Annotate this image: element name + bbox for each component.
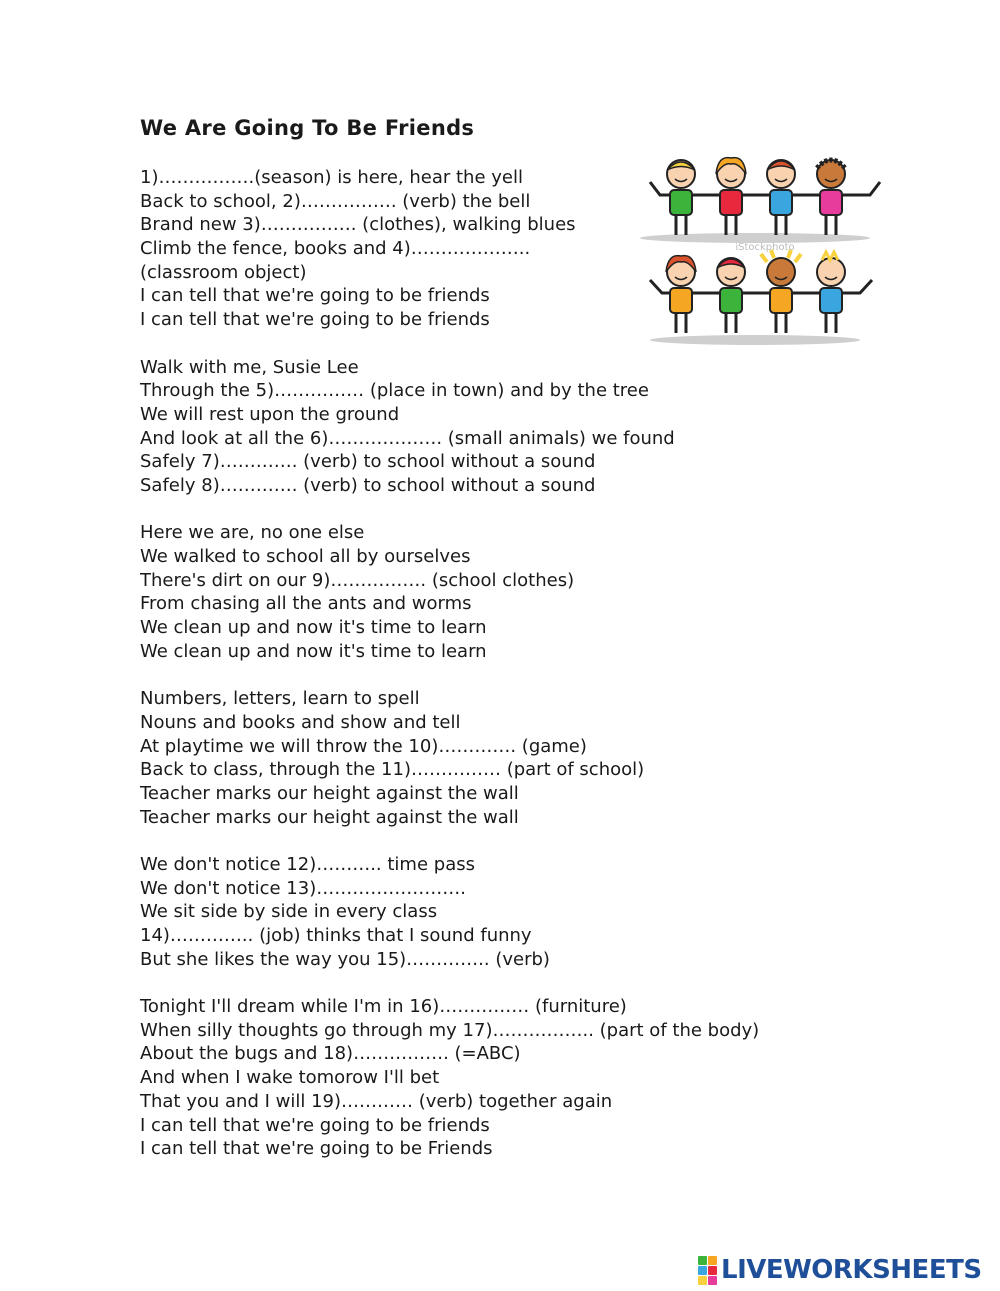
lyric-line: When silly thoughts go through my 17)…………….. (part of the body) bbox=[140, 1019, 760, 1041]
lyric-line: Back to school, 2)……………. (verb) the bell bbox=[140, 190, 531, 212]
watermark: iStockphoto bbox=[735, 242, 795, 253]
stanza-gap bbox=[140, 829, 860, 853]
brand-name: LIVEWORKSHEETS bbox=[721, 1255, 982, 1285]
lyric-line: Tonight I'll dream while I'm in 16)…………… (furniture) bbox=[140, 996, 627, 1018]
lyric-line: Nouns and books and show and tell bbox=[140, 711, 461, 733]
lyric-line: We clean up and now it's time to learn bbox=[140, 640, 487, 662]
child-6 bbox=[717, 258, 745, 333]
lyric-line: Through the 5)…………… (place in town) and by the tree bbox=[140, 380, 649, 402]
lyric-line: 14)………….. (job) thinks that I sound funny bbox=[140, 925, 532, 946]
lyric-line: We clean up and now it's time to learn bbox=[140, 617, 487, 639]
lyric-line: (classroom object) bbox=[140, 261, 307, 283]
child-1 bbox=[667, 160, 695, 235]
lyric-line: Numbers, letters, learn to spell bbox=[140, 688, 420, 710]
stanza-gap bbox=[140, 498, 860, 522]
lyric-line: Safely 7)…………. (verb) to school without a sound bbox=[140, 451, 596, 473]
lyric-line: Here we are, no one else bbox=[140, 522, 365, 544]
children-holding-hands-illustration bbox=[640, 150, 890, 350]
lyric-line: I can tell that we're going to be friends bbox=[140, 285, 490, 307]
lyric-line: Brand new 3)……………. (clothes), walking blues bbox=[140, 214, 576, 236]
logo-blocks-icon bbox=[698, 1256, 717, 1285]
lyric-line: We don't notice 12)……….. time pass bbox=[140, 853, 475, 875]
lyric-line: At playtime we will throw the 10)…………. (game) bbox=[140, 735, 587, 757]
lyric-line: We walked to school all by ourselves bbox=[140, 546, 471, 567]
lyric-line: We sit side by side in every class bbox=[140, 901, 438, 923]
lyric-line: I can tell that we're going to be Friends bbox=[140, 1138, 493, 1160]
lyric-line: Safely 8)…………. (verb) to school without a sound bbox=[140, 474, 596, 496]
child-8 bbox=[817, 252, 845, 333]
liveworksheets-logo[interactable] bbox=[698, 1252, 982, 1288]
lyric-line: There's dirt on our 9)……………. (school clothes) bbox=[140, 569, 575, 591]
lyric-line: We will rest upon the ground bbox=[140, 403, 400, 425]
lyric-line: From chasing all the ants and worms bbox=[140, 593, 472, 615]
lyric-line: We don't notice 13)……………………. bbox=[140, 877, 466, 899]
lyric-line: And look at all the 6)………………. (small animals) we found bbox=[140, 427, 675, 449]
lyric-line: Teacher marks our height against the wall bbox=[140, 782, 519, 804]
child-5 bbox=[666, 256, 696, 333]
lyric-line: I can tell that we're going to be friends bbox=[140, 1114, 490, 1136]
lyric-line: And when I wake tomorow I'll bet bbox=[140, 1067, 440, 1089]
lyric-line: That you and I will 19)………… (verb) together again bbox=[140, 1090, 613, 1112]
lyric-line: Back to class, through the 11)…………… (part of school) bbox=[140, 759, 645, 781]
stanza-gap bbox=[140, 663, 860, 687]
lyric-line: But she likes the way you 15)………….. (verb) bbox=[140, 948, 550, 970]
lyric-line: About the bugs and 18)……………. (=ABC) bbox=[140, 1043, 521, 1065]
stanza-gap bbox=[140, 971, 860, 995]
lyric-line: Walk with me, Susie Lee bbox=[140, 356, 359, 378]
lyric-line: I can tell that we're going to be friends bbox=[140, 309, 490, 331]
worksheet-title: We Are Going To Be Friends bbox=[140, 116, 475, 140]
child-3 bbox=[767, 160, 795, 235]
child-4 bbox=[817, 160, 845, 235]
lyric-line: 1)…………….(season) is here, hear the yell bbox=[140, 167, 523, 188]
lyric-line: Climb the fence, books and 4)……………….. bbox=[140, 238, 531, 260]
child-2 bbox=[716, 158, 746, 235]
lyric-line: Teacher marks our height against the wall bbox=[140, 806, 519, 828]
